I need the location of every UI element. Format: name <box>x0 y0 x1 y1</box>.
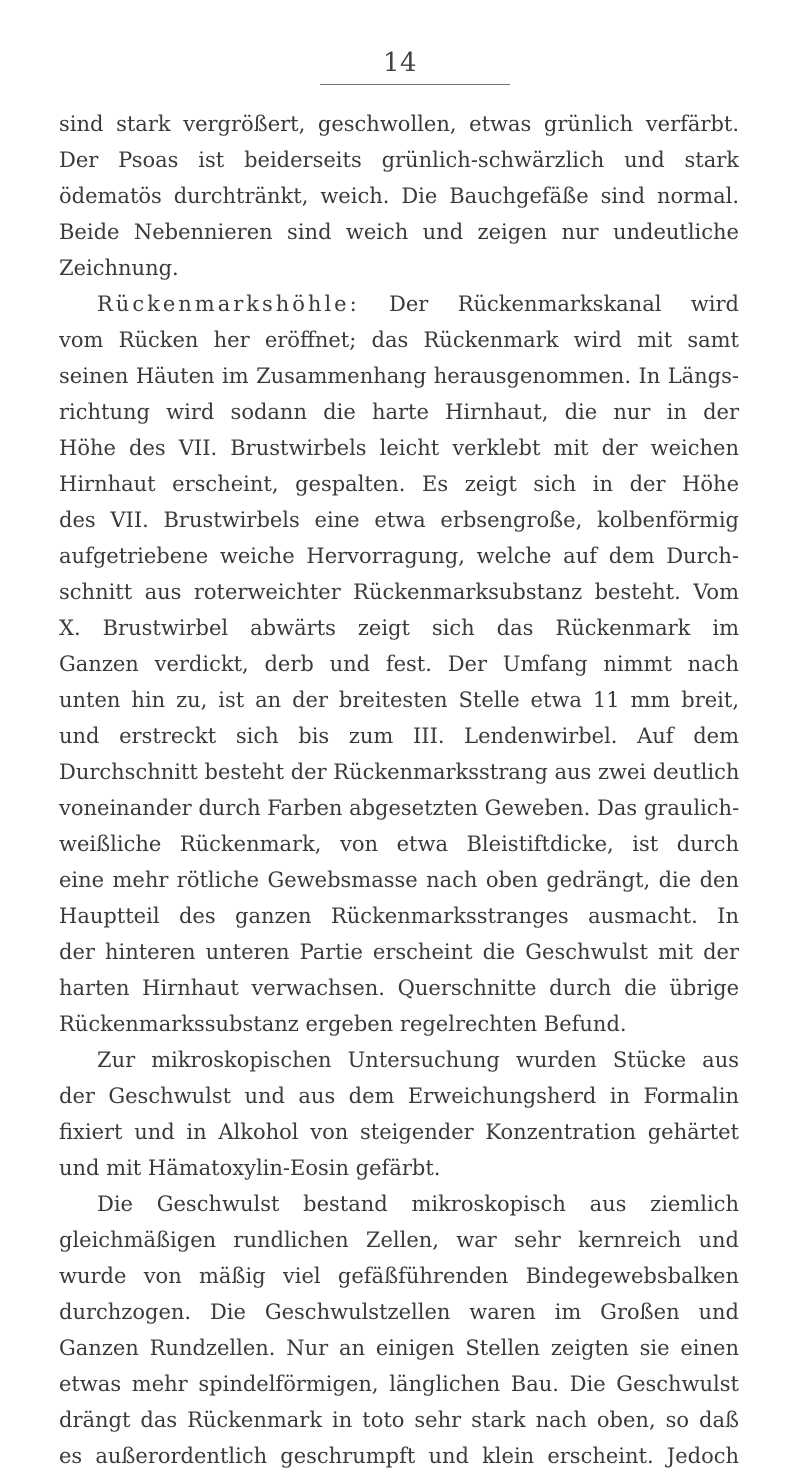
text-line: Beide Nebennieren sind weich und zeigen nur undeutliche <box>59 220 739 244</box>
text-line <box>59 286 739 322</box>
text-line: seinen Häuten im Zusammenhang herausgenommen. In Längs- <box>59 364 739 388</box>
text-line: und erstreckt sich bis zum III. Lendenwirbel. Auf dem <box>59 724 739 748</box>
text-line: Hauptteil des ganzen Rückenmarksstranges ausmacht. In <box>59 904 739 928</box>
text-line: fixiert und in Alkohol von steigender Konzentration gehärtet <box>59 1120 739 1144</box>
text-line: der hinteren unteren Partie erscheint die Geschwulst mit der <box>59 940 739 964</box>
page-number: 14 <box>382 48 418 78</box>
text-line: harten Hirnhaut verwachsen. Querschnitte durch die übrige <box>59 976 739 1000</box>
text-line: Rückenmarkssubstanz ergeben regelrechten Befund. <box>59 1012 627 1036</box>
text-line: Durchschnitt besteht der Rückenmarksstrang aus zwei deutlich <box>59 760 740 784</box>
text-line: weißliche Rückenmark, von etwa Bleistiftdicke, ist durch <box>59 832 739 856</box>
text-line: voneinander durch Farben abgesetzten Geweben. Das graulich- <box>59 796 740 820</box>
text-line: durchzogen. Die Geschwulstzellen waren im Großen und <box>59 1300 739 1324</box>
text-line: unten hin zu, ist an der breitesten Stelle etwa 11 mm breit, <box>59 688 739 712</box>
text-line: Die Geschwulst bestand mikroskopisch aus ziemlich <box>97 1192 739 1216</box>
text-line: aufgetriebene weiche Hervorragung, welche auf dem Durch- <box>59 544 739 568</box>
text-line: Der Psoas ist beiderseits grünlich-schwärzlich und stark <box>59 148 739 172</box>
text-line: vom Rücken her eröffnet; das Rückenmark wird mit samt <box>59 328 739 352</box>
text-line: Zur mikroskopischen Untersuchung wurden Stücke aus <box>97 1048 739 1072</box>
text-line: Hirnhaut erscheint, gespalten. Es zeigt sich in der Höhe <box>59 472 739 496</box>
text-line: wurde von mäßig viel gefäßführenden Bindegewebsbalken <box>59 1264 739 1288</box>
section-heading: Rückenmarkshöhle: <box>97 292 360 316</box>
text-line: eine mehr rötliche Gewebsmasse nach oben gedrängt, die den <box>59 868 739 892</box>
text-line: des VII. Brustwirbels eine etwa erbsengroße, kolbenförmig <box>59 508 739 532</box>
text-line: ödematös durchtränkt, weich. Die Bauchgefäße sind normal. <box>59 184 739 208</box>
text-line: es außerordentlich geschrumpft und klein erscheint. Jedoch <box>59 1444 739 1468</box>
body-text <box>59 106 739 1474</box>
text-line: X. Brustwirbel abwärts zeigt sich das Rückenmark im <box>59 616 739 640</box>
text-line: Höhe des VII. Brustwirbels leicht verklebt mit der weichen <box>59 436 739 460</box>
text-line: Zeichnung. <box>59 256 179 280</box>
text-line: der Geschwulst und aus dem Erweichungsherd in Formalin <box>59 1084 739 1108</box>
text-line: schnitt aus roterweichter Rückenmarksubstanz besteht. Vom <box>59 580 739 604</box>
text-line: sind stark vergrößert, geschwollen, etwas grünlich verfärbt. <box>59 112 739 136</box>
text-line: Ganzen Rundzellen. Nur an einigen Stellen zeigten sie einen <box>59 1336 739 1360</box>
text-line: gleichmäßigen rundlichen Zellen, war sehr kernreich und <box>59 1228 739 1252</box>
text-line: und mit Hämatoxylin-Eosin gefärbt. <box>59 1156 441 1180</box>
header-rule <box>320 84 510 85</box>
text-line: richtung wird sodann die harte Hirnhaut, die nur in der <box>59 400 739 424</box>
text-line: etwas mehr spindelförmigen, länglichen Bau. Die Geschwulst <box>59 1372 739 1396</box>
text-line: Ganzen verdickt, derb und fest. Der Umfang nimmt nach <box>59 652 739 676</box>
text-fragment: Der Rückenmarkskanal wird <box>389 292 739 316</box>
text-line: drängt das Rückenmark in toto sehr stark nach oben, so daß <box>59 1408 739 1432</box>
